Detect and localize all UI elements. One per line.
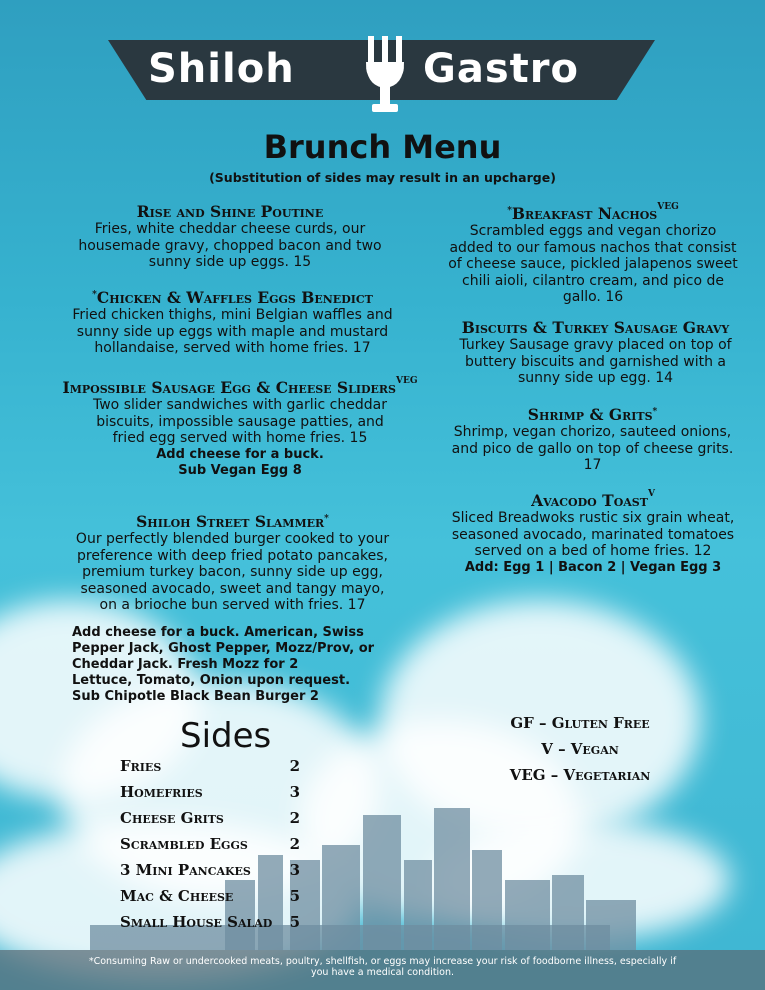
item-description: Turkey Sausage gravy placed on top of buttery biscuits and garnished with a sunny side up egg. 14: [459, 337, 732, 386]
menu-item: [448, 318, 743, 387]
item-name: *Chicken & Waffles Eggs Benedict: [92, 288, 373, 308]
menu-item: [60, 202, 400, 271]
item-description: Fries, white cheddar cheese curds, our housemade gravy, chopped bacon and two sunny side up eggs. 15: [78, 221, 382, 270]
legend-gluten-free: GF – Gluten Free: [510, 714, 650, 732]
legend-vegan: V – Vegan: [541, 740, 619, 758]
item-description: Two slider sandwiches with garlic cheddar biscuits, impossible sausage patties, and fried egg served with home fries. 15: [93, 397, 387, 446]
item-extra: Add: Egg 1 | Bacon 2 | Vegan Egg 3: [464, 559, 722, 575]
brand-name-right: Gastro: [423, 46, 579, 92]
side-item: Small House Salad 5: [120, 913, 300, 931]
fork-icon: [360, 36, 410, 116]
item-name: Avacodo Toast$^V$: [531, 489, 655, 510]
item-description: Scrambled eggs and vegan chorizo added to our famous nachos that consist of cheese sauce, pickled jalapenos sweet chili aioli, cilantro cream, and pico de gallo. 16: [448, 223, 738, 305]
menu-item: [448, 198, 738, 306]
item-name: Shrimp & Grits*: [527, 405, 658, 425]
item-description: Our perfectly blended burger cooked to your preference with deep fried potato pancakes, premium turkey bacon, sunny side up egg, seasoned avocado, sweet and tangy mayo, on a brioche bun served with fries. 17: [75, 531, 390, 614]
menu-item: [448, 485, 738, 576]
side-item: Homefries 3: [120, 783, 300, 801]
brand-name-left: Shiloh: [148, 46, 295, 92]
menu-item: [440, 403, 745, 474]
slammer-extras: Add cheese for a buck. American, Swiss Pepper Jack, Ghost Pepper, Mozz/Prov, or Cheddar Jack. Fresh Mozz for 2 Lettuce, Tomato, Onion upon request. Sub Chipotle Black Bean Burger 2: [72, 625, 375, 704]
side-item: Cheese Grits 2: [120, 809, 300, 827]
sides-heading: Sides: [180, 716, 272, 756]
item-name: Shiloh Street Slammer*: [136, 512, 329, 532]
footer-disclaimer: *Consuming Raw or undercooked meats, poultry, shellfish, or eggs may increase your risk of foodborne illness, especially if you have a medical condition.: [0, 950, 765, 990]
side-item: Scrambled Eggs 2: [120, 835, 300, 853]
menu-title: Brunch Menu: [263, 128, 502, 166]
item-name: Biscuits & Turkey Sausage Gravy: [461, 318, 730, 337]
item-extra: Sub Vegan Egg 8: [178, 462, 302, 478]
side-item: Fries 2: [120, 757, 300, 775]
side-item: Mac & Cheese 5: [120, 887, 300, 905]
item-description: Shrimp, vegan chorizo, sauteed onions, and pico de gallo on top of cheese grits. 17: [451, 424, 734, 474]
item-description: Fried chicken thighs, mini Belgian waffles and sunny side up eggs with maple and mustard hollandaise, served with home fries. 17: [72, 307, 393, 357]
menu-item: [60, 372, 420, 479]
item-name: Rise and Shine Poutine: [136, 202, 324, 221]
menu-item: [60, 286, 405, 357]
item-name: Impossible Sausage Egg & Cheese Sliders$^{VEG}$: [62, 376, 418, 397]
item-description: Sliced Breadwoks rustic six grain wheat, seasoned avocado, marinated tomatoes served on a bed of home fries. 12: [451, 510, 735, 559]
menu-item: [60, 510, 405, 614]
menu-subtitle: (Substitution of sides may result in an upcharge): [209, 170, 556, 185]
side-item: 3 Mini Pancakes 3: [120, 861, 300, 879]
item-extra: Add cheese for a buck.: [156, 446, 324, 462]
item-name: *Breakfast Nachos$^{VEG}$: [507, 202, 679, 223]
legend-vegetarian: VEG – Vegetarian: [509, 766, 651, 784]
